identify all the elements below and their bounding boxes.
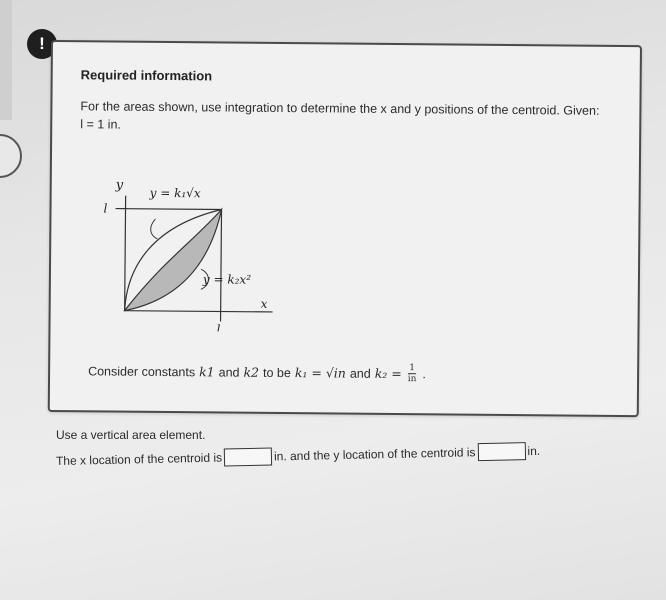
k2-lhs: k₂ = <box>374 365 402 382</box>
and-word-2: and <box>349 366 371 381</box>
left-edge-panel <box>0 0 12 120</box>
shaded-area <box>125 209 222 312</box>
y-centroid-input[interactable] <box>477 442 525 461</box>
card-title: Required information <box>80 67 213 84</box>
answer-x-prompt: The x location of the centroid is <box>55 450 223 468</box>
k2-fraction <box>408 363 417 384</box>
x-centroid-input[interactable] <box>224 447 272 466</box>
right-bound <box>221 209 222 311</box>
upper-curve-label: y = k₁√x <box>149 185 201 201</box>
answer-unit: in. <box>527 443 541 459</box>
card-description: For the areas shown, use integration to determine the x and y positions of the centroid. Given: l = 1 in. <box>80 99 600 132</box>
side-nav-button[interactable] <box>0 134 22 178</box>
to-be-word: to be <box>262 365 291 380</box>
and-word: and <box>218 364 240 380</box>
right-tick-label: l <box>216 322 221 333</box>
k1-symbol: k1 <box>199 364 215 380</box>
constants-line <box>88 360 426 384</box>
k1-expression: k₁ = √in <box>294 365 346 381</box>
required-info-card <box>48 40 642 417</box>
instruction-text: Use a vertical area element. <box>56 428 206 442</box>
k2-symbol: k2 <box>243 364 260 380</box>
x-axis-label: x <box>260 296 268 311</box>
constants-lead: Consider constants <box>88 363 196 379</box>
answer-line <box>56 442 541 470</box>
answer-y-prompt: in. and the y location of the centroid is <box>273 445 476 464</box>
alert-icon: ! <box>27 29 57 59</box>
constants-period: . <box>422 366 427 381</box>
area-figure-svg <box>92 160 293 332</box>
top-tick-label: l <box>103 201 108 216</box>
area-figure <box>92 160 293 332</box>
y-axis-label: y <box>115 177 124 193</box>
k2-denominator: in <box>407 374 417 385</box>
top-bound <box>126 209 222 210</box>
x-axis <box>125 311 273 312</box>
lower-curve-label: y = k₂x² <box>202 272 252 287</box>
k2-numerator: 1 <box>409 363 416 374</box>
upper-leader <box>151 219 158 239</box>
y-axis <box>125 196 126 311</box>
